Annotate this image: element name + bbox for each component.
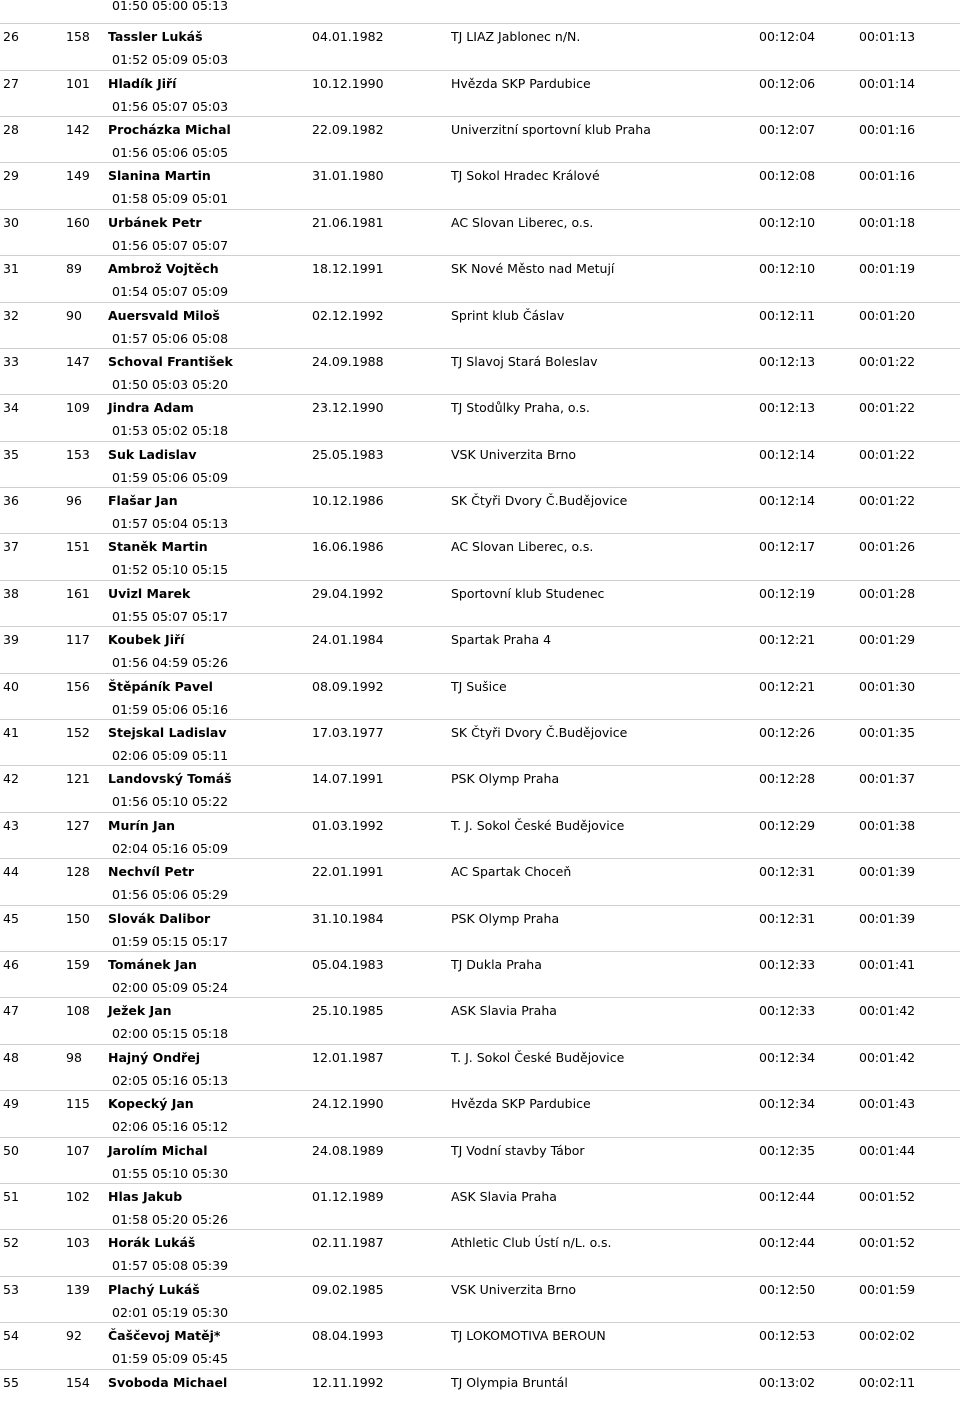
result-row xyxy=(0,673,960,719)
result-row xyxy=(0,1369,960,1415)
rank-cell: 28 xyxy=(3,121,19,137)
result-row xyxy=(0,858,960,904)
birth-date: 31.10.1984 xyxy=(312,910,384,926)
results-table xyxy=(0,23,960,1415)
finish-time: 00:12:33 xyxy=(759,957,816,972)
rank-cell: 31 xyxy=(3,261,19,277)
finish-time: 00:12:53 xyxy=(759,1328,816,1344)
rank-cell: 43 xyxy=(3,817,19,833)
athlete-name: Stejskal Ladislav xyxy=(108,725,227,741)
split-times: 01:52 05:09 05:03 xyxy=(112,52,229,68)
bib-cell: 154 xyxy=(66,1374,90,1390)
result-row xyxy=(0,951,960,997)
athlete-name: Flašar Jan xyxy=(108,493,178,509)
rank-cell: 27 xyxy=(3,75,19,91)
split-times: 01:56 05:06 05:05 xyxy=(112,144,229,160)
result-row xyxy=(0,394,960,440)
time-behind: 00:01:29 xyxy=(859,632,916,648)
split-times: 02:00 05:15 05:18 xyxy=(112,1026,229,1042)
birth-date: 25.10.1985 xyxy=(312,1003,384,1019)
rank-cell: 39 xyxy=(3,632,19,648)
finish-time: 00:12:19 xyxy=(759,585,816,601)
time-behind: 00:01:16 xyxy=(859,168,916,184)
finish-time: 00:12:07 xyxy=(759,121,816,137)
rank-cell: 55 xyxy=(3,1374,19,1390)
athlete-name: Koubek Jiří xyxy=(108,632,185,648)
bib-cell: 152 xyxy=(66,725,90,741)
split-times: 02:06 05:16 05:12 xyxy=(112,1119,229,1135)
athlete-name: Kopecký Jan xyxy=(108,1096,194,1112)
split-times: 01:54 05:07 05:09 xyxy=(112,284,229,300)
time-behind: 00:01:52 xyxy=(859,1188,916,1204)
club-name: ASK Slavia Praha xyxy=(451,1188,557,1204)
finish-time: 00:12:04 xyxy=(759,29,816,45)
bib-cell: 149 xyxy=(66,168,90,184)
rank-cell: 49 xyxy=(3,1096,19,1112)
club-name: Hvězda SKP Pardubice xyxy=(451,1096,591,1112)
time-behind: 00:01:19 xyxy=(859,261,916,277)
result-row xyxy=(0,765,960,811)
birth-date: 24.01.1984 xyxy=(312,632,384,648)
birth-date: 22.01.1991 xyxy=(312,864,384,880)
time-behind: 00:01:13 xyxy=(859,29,916,45)
bib-cell: 102 xyxy=(66,1188,90,1204)
time-behind: 00:01:26 xyxy=(859,539,916,555)
rank-cell: 41 xyxy=(3,725,19,741)
bib-cell: 160 xyxy=(66,214,90,230)
birth-date: 09.02.1985 xyxy=(312,1281,384,1297)
result-row xyxy=(0,116,960,162)
athlete-name: Ambrož Vojtěch xyxy=(108,261,219,277)
finish-time: 00:12:14 xyxy=(759,493,816,509)
result-row xyxy=(0,348,960,394)
bib-cell: 151 xyxy=(66,539,90,555)
split-times: 01:59 05:09 05:45 xyxy=(112,1351,229,1367)
rank-cell: 54 xyxy=(3,1328,19,1344)
split-times: 02:01 05:19 05:30 xyxy=(112,1304,229,1320)
finish-time: 00:12:34 xyxy=(759,1049,816,1065)
finish-time: 00:12:14 xyxy=(759,446,816,462)
athlete-name: Plachý Lukáš xyxy=(108,1281,200,1297)
birth-date: 08.09.1992 xyxy=(312,678,384,694)
split-times: 02:06 05:09 05:11 xyxy=(112,748,229,764)
time-behind: 00:01:30 xyxy=(859,678,916,694)
athlete-name: Jindra Adam xyxy=(108,400,194,416)
split-times: 01:57 05:06 05:08 xyxy=(112,330,229,346)
birth-date: 22.09.1982 xyxy=(312,121,384,137)
birth-date: 18.12.1991 xyxy=(312,261,384,277)
athlete-name: Tománek Jan xyxy=(108,957,197,972)
club-name: Sprint klub Čáslav xyxy=(451,307,565,323)
rank-cell: 47 xyxy=(3,1003,19,1019)
club-name: Sportovní klub Studenec xyxy=(451,585,605,601)
club-name: AC Spartak Choceň xyxy=(451,864,572,880)
bib-cell: 108 xyxy=(66,1003,90,1019)
club-name: SK Čtyři Dvory Č.Budějovice xyxy=(451,493,628,509)
birth-date: 25.05.1983 xyxy=(312,446,384,462)
bib-cell: 153 xyxy=(66,446,90,462)
club-name: TJ LIAZ Jablonec n/N. xyxy=(451,29,581,45)
athlete-name: Štěpáník Pavel xyxy=(108,678,213,694)
rank-cell: 46 xyxy=(3,957,19,972)
result-row xyxy=(0,162,960,208)
finish-time: 00:12:29 xyxy=(759,817,816,833)
finish-time: 00:12:44 xyxy=(759,1188,816,1204)
athlete-name: Horák Lukáš xyxy=(108,1235,196,1251)
bib-cell: 109 xyxy=(66,400,90,416)
time-behind: 00:01:22 xyxy=(859,493,916,509)
bib-cell: 161 xyxy=(66,585,90,601)
finish-time: 00:12:11 xyxy=(759,307,816,323)
club-name: TJ Vodní stavby Tábor xyxy=(451,1142,585,1158)
result-row xyxy=(0,997,960,1043)
rank-cell: 52 xyxy=(3,1235,19,1251)
rank-cell: 36 xyxy=(3,493,19,509)
result-row xyxy=(0,626,960,672)
athlete-name: Ježek Jan xyxy=(108,1003,172,1019)
bib-cell: 156 xyxy=(66,678,90,694)
club-name: TJ Sokol Hradec Králové xyxy=(451,168,600,184)
athlete-name: Hladík Jiří xyxy=(108,75,177,91)
time-behind: 00:01:52 xyxy=(859,1235,916,1251)
bib-cell: 89 xyxy=(66,261,82,277)
result-row xyxy=(0,441,960,487)
club-name: AC Slovan Liberec, o.s. xyxy=(451,539,594,555)
finish-time: 00:12:33 xyxy=(759,1003,816,1019)
birth-date: 24.09.1988 xyxy=(312,353,384,369)
split-times: 01:50 05:03 05:20 xyxy=(112,376,229,392)
club-name: SK Čtyři Dvory Č.Budějovice xyxy=(451,725,628,741)
rank-cell: 45 xyxy=(3,910,19,926)
rank-cell: 32 xyxy=(3,307,19,323)
club-name: TJ Slavoj Stará Boleslav xyxy=(451,353,598,369)
result-row xyxy=(0,905,960,951)
rank-cell: 34 xyxy=(3,400,19,416)
result-row xyxy=(0,302,960,348)
finish-time: 00:12:21 xyxy=(759,678,816,694)
split-times: 01:59 05:15 05:17 xyxy=(112,933,229,949)
finish-time: 00:12:35 xyxy=(759,1142,816,1158)
bib-cell: 159 xyxy=(66,957,90,972)
club-name: VSK Univerzita Brno xyxy=(451,446,577,462)
time-behind: 00:01:14 xyxy=(859,75,916,91)
rank-cell: 38 xyxy=(3,585,19,601)
birth-date: 02.12.1992 xyxy=(312,307,384,323)
bib-cell: 147 xyxy=(66,353,90,369)
birth-date: 23.12.1990 xyxy=(312,400,384,416)
time-behind: 00:01:41 xyxy=(859,957,916,972)
time-behind: 00:01:16 xyxy=(859,121,916,137)
time-behind: 00:01:22 xyxy=(859,353,916,369)
birth-date: 14.07.1991 xyxy=(312,771,384,787)
time-behind: 00:01:22 xyxy=(859,400,916,416)
split-times: 01:55 05:07 05:17 xyxy=(112,608,229,624)
club-name: Hvězda SKP Pardubice xyxy=(451,75,591,91)
bib-cell: 107 xyxy=(66,1142,90,1158)
rank-cell: 48 xyxy=(3,1049,19,1065)
bib-cell: 98 xyxy=(66,1049,82,1065)
finish-time: 00:12:28 xyxy=(759,771,816,787)
club-name: TJ Dukla Praha xyxy=(451,957,542,972)
finish-time: 00:12:34 xyxy=(759,1096,816,1112)
time-behind: 00:01:39 xyxy=(859,910,916,926)
time-behind: 00:01:44 xyxy=(859,1142,916,1158)
split-times: 02:05 05:16 05:13 xyxy=(112,1072,229,1088)
rank-cell: 44 xyxy=(3,864,19,880)
club-name: TJ Stodůlky Praha, o.s. xyxy=(451,400,590,416)
result-row xyxy=(0,1183,960,1229)
time-behind: 00:01:20 xyxy=(859,307,916,323)
rank-cell: 37 xyxy=(3,539,19,555)
rank-cell: 33 xyxy=(3,353,19,369)
birth-date: 31.01.1980 xyxy=(312,168,384,184)
club-name: TJ LOKOMOTIVA BEROUN xyxy=(451,1328,606,1344)
time-behind: 00:02:11 xyxy=(859,1374,916,1390)
birth-date: 24.12.1990 xyxy=(312,1096,384,1112)
club-name: Univerzitní sportovní klub Praha xyxy=(451,121,651,137)
athlete-name: Slanina Martin xyxy=(108,168,211,184)
split-times: 02:00 05:09 05:24 xyxy=(112,980,229,995)
athlete-name: Jarolím Michal xyxy=(108,1142,208,1158)
athlete-name: Hajný Ondřej xyxy=(108,1049,200,1065)
time-behind: 00:01:38 xyxy=(859,817,916,833)
athlete-name: Čaščevoj Matěj* xyxy=(108,1328,221,1344)
finish-time: 00:12:26 xyxy=(759,725,816,741)
rank-cell: 51 xyxy=(3,1188,19,1204)
result-row xyxy=(0,1137,960,1183)
athlete-name: Suk Ladislav xyxy=(108,446,197,462)
time-behind: 00:01:59 xyxy=(859,1281,916,1297)
bib-cell: 139 xyxy=(66,1281,90,1297)
split-times: 01:50 05:00 05:13 xyxy=(112,0,229,13)
birth-date: 17.03.1977 xyxy=(312,725,384,741)
athlete-name: Tassler Lukáš xyxy=(108,29,203,45)
time-behind: 00:01:42 xyxy=(859,1003,916,1019)
split-times: 01:52 05:10 05:15 xyxy=(112,562,229,578)
finish-time: 00:12:10 xyxy=(759,261,816,277)
club-name: PSK Olymp Praha xyxy=(451,771,560,787)
time-behind: 00:02:02 xyxy=(859,1328,916,1344)
split-times: 01:53 05:02 05:18 xyxy=(112,423,229,439)
result-row xyxy=(0,1090,960,1136)
birth-date: 12.01.1987 xyxy=(312,1049,384,1065)
bib-cell: 128 xyxy=(66,864,90,880)
bib-cell: 150 xyxy=(66,910,90,926)
rank-cell: 35 xyxy=(3,446,19,462)
finish-time: 00:12:13 xyxy=(759,353,816,369)
result-row xyxy=(0,70,960,116)
rank-cell: 26 xyxy=(3,29,19,45)
finish-time: 00:13:02 xyxy=(759,1374,816,1390)
split-times: 01:59 05:06 05:09 xyxy=(112,469,229,485)
athlete-name: Urbánek Petr xyxy=(108,214,202,230)
finish-time: 00:12:13 xyxy=(759,400,816,416)
result-row xyxy=(0,487,960,533)
time-behind: 00:01:37 xyxy=(859,771,916,787)
birth-date: 16.06.1986 xyxy=(312,539,384,555)
club-name: Athletic Club Ústí n/L. o.s. xyxy=(451,1235,612,1251)
time-behind: 00:01:39 xyxy=(859,864,916,880)
continued-splits-row xyxy=(0,0,960,23)
bib-cell: 115 xyxy=(66,1096,90,1112)
athlete-name: Svoboda Michael xyxy=(108,1374,228,1390)
athlete-name: Hlas Jakub xyxy=(108,1188,183,1204)
split-times: 02:04 05:16 05:09 xyxy=(112,840,229,856)
result-row xyxy=(0,255,960,301)
split-times: 01:57 05:08 05:39 xyxy=(112,1258,229,1274)
bib-cell: 142 xyxy=(66,121,90,137)
time-behind: 00:01:28 xyxy=(859,585,916,601)
time-behind: 00:01:42 xyxy=(859,1049,916,1065)
club-name: PSK Olymp Praha xyxy=(451,910,560,926)
result-row xyxy=(0,719,960,765)
result-row xyxy=(0,209,960,255)
split-times: 01:56 04:59 05:26 xyxy=(112,655,229,671)
split-times: 01:55 05:10 05:30 xyxy=(112,1165,229,1181)
athlete-name: Murín Jan xyxy=(108,817,176,833)
split-times: 01:57 05:04 05:13 xyxy=(112,516,229,532)
result-row xyxy=(0,1276,960,1322)
athlete-name: Schoval František xyxy=(108,353,233,369)
bib-cell: 103 xyxy=(66,1235,90,1251)
result-row xyxy=(0,1322,960,1368)
result-row xyxy=(0,1229,960,1275)
bib-cell: 158 xyxy=(66,29,90,45)
result-row xyxy=(0,23,960,69)
birth-date: 10.12.1986 xyxy=(312,493,384,509)
time-behind: 00:01:43 xyxy=(859,1096,916,1112)
split-times: 01:56 05:06 05:29 xyxy=(112,887,229,903)
result-row xyxy=(0,812,960,858)
rank-cell: 42 xyxy=(3,771,19,787)
split-times: 01:56 05:07 05:03 xyxy=(112,98,229,114)
athlete-name: Slovák Dalibor xyxy=(108,910,211,926)
rank-cell: 29 xyxy=(3,168,19,184)
bib-cell: 121 xyxy=(66,771,90,787)
birth-date: 10.12.1990 xyxy=(312,75,384,91)
birth-date: 21.06.1981 xyxy=(312,214,384,230)
split-times: 01:58 05:09 05:01 xyxy=(112,191,229,207)
athlete-name: Landovský Tomáš xyxy=(108,771,232,787)
bib-cell: 127 xyxy=(66,817,90,833)
birth-date: 08.04.1993 xyxy=(312,1328,384,1344)
club-name: T. J. Sokol České Budějovice xyxy=(451,817,625,833)
athlete-name: Nechvíl Petr xyxy=(108,864,195,880)
result-row xyxy=(0,1044,960,1090)
club-name: AC Slovan Liberec, o.s. xyxy=(451,214,594,230)
finish-time: 00:12:31 xyxy=(759,910,816,926)
finish-time: 00:12:44 xyxy=(759,1235,816,1251)
rank-cell: 53 xyxy=(3,1281,19,1297)
finish-time: 00:12:10 xyxy=(759,214,816,230)
rank-cell: 40 xyxy=(3,678,19,694)
athlete-name: Auersvald Miloš xyxy=(108,307,220,323)
club-name: SK Nové Město nad Metují xyxy=(451,261,615,277)
rank-cell: 50 xyxy=(3,1142,19,1158)
club-name: ASK Slavia Praha xyxy=(451,1003,557,1019)
club-name: TJ Sušice xyxy=(451,678,507,694)
result-row xyxy=(0,533,960,579)
finish-time: 00:12:06 xyxy=(759,75,816,91)
birth-date: 29.04.1992 xyxy=(312,585,384,601)
finish-time: 00:12:31 xyxy=(759,864,816,880)
rank-cell: 30 xyxy=(3,214,19,230)
finish-time: 00:12:50 xyxy=(759,1281,816,1297)
split-times: 01:58 05:20 05:26 xyxy=(112,1211,229,1227)
birth-date: 05.04.1983 xyxy=(312,957,384,972)
split-times: 01:59 05:06 05:16 xyxy=(112,701,229,717)
athlete-name: Staněk Martin xyxy=(108,539,208,555)
bib-cell: 117 xyxy=(66,632,90,648)
birth-date: 01.12.1989 xyxy=(312,1188,384,1204)
time-behind: 00:01:35 xyxy=(859,725,916,741)
bib-cell: 101 xyxy=(66,75,90,91)
bib-cell: 90 xyxy=(66,307,82,323)
club-name: VSK Univerzita Brno xyxy=(451,1281,577,1297)
finish-time: 00:12:21 xyxy=(759,632,816,648)
split-times: 01:56 05:07 05:07 xyxy=(112,237,229,253)
athlete-name: Uvizl Marek xyxy=(108,585,191,601)
time-behind: 00:01:22 xyxy=(859,446,916,462)
time-behind: 00:01:18 xyxy=(859,214,916,230)
birth-date: 12.11.1992 xyxy=(312,1374,384,1390)
birth-date: 24.08.1989 xyxy=(312,1142,384,1158)
result-row xyxy=(0,580,960,626)
finish-time: 00:12:08 xyxy=(759,168,816,184)
athlete-name: Procházka Michal xyxy=(108,121,231,137)
club-name: Spartak Praha 4 xyxy=(451,632,552,648)
birth-date: 02.11.1987 xyxy=(312,1235,384,1251)
club-name: TJ Olympia Bruntál xyxy=(451,1374,568,1390)
bib-cell: 96 xyxy=(66,493,82,509)
birth-date: 01.03.1992 xyxy=(312,817,384,833)
club-name: T. J. Sokol České Budějovice xyxy=(451,1049,625,1065)
bib-cell: 92 xyxy=(66,1328,82,1344)
finish-time: 00:12:17 xyxy=(759,539,816,555)
split-times: 01:56 05:10 05:22 xyxy=(112,794,229,810)
birth-date: 04.01.1982 xyxy=(312,29,384,45)
